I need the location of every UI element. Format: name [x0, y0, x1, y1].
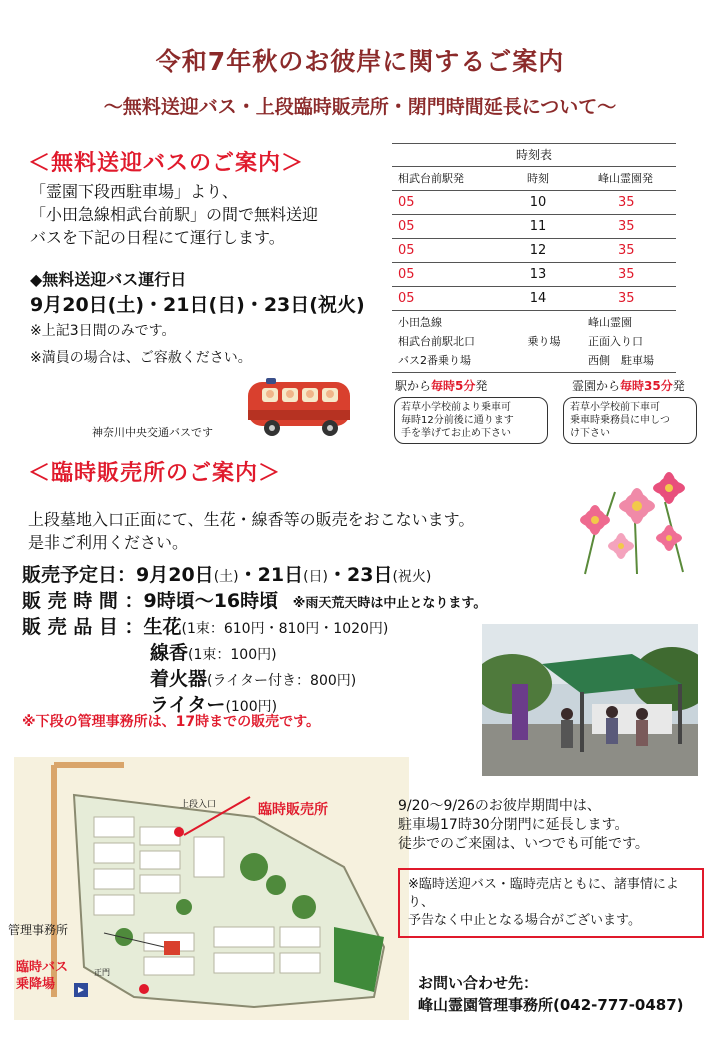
timetable-row [392, 215, 676, 239]
alighting-bubble [563, 397, 697, 444]
info-line: 徒歩でのご来園は、いつでも可能です。 [398, 836, 649, 852]
sale-date-hol: (祝火) [392, 569, 432, 585]
page-subtitle: ～無料送迎バス・上段臨時販売所・閉門時間延長について～ [103, 96, 617, 118]
cosmos-flower-image [565, 462, 697, 580]
sales-tent-photo [482, 624, 698, 776]
timetable-hour: 14 [529, 291, 547, 306]
sale-date-sun: (日) [303, 569, 329, 585]
timetable-header-hour: 時刻 [527, 172, 549, 185]
sale-date-23: ・23日 [328, 564, 393, 586]
bus-caption: 神奈川中央交通バスです [92, 426, 213, 439]
timetable-dep: 05 [398, 219, 415, 234]
from-station-bold: 毎時5分 [431, 379, 476, 393]
office-note: ※下段の管理事務所は、17時までの販売です。 [22, 714, 320, 730]
timetable-hour: 10 [529, 195, 547, 210]
timetable-ret: 35 [618, 267, 635, 282]
stop-station [392, 313, 514, 370]
closing-time-info [398, 797, 649, 854]
sale-item-row [22, 666, 486, 692]
info-line: 駐車場17時30分閉門に延長します。 [398, 817, 629, 833]
from-park-note [572, 377, 685, 394]
bus-illustration [246, 376, 354, 440]
sale-item-detail: (ライター付き：800円) [207, 673, 357, 689]
from-park-bold: 毎時35分 [620, 379, 673, 393]
warning-line: 予告なく中止となる場合がございます。 [408, 913, 641, 928]
bus-days-heading: ◆無料送迎バス運行日 [30, 270, 187, 289]
timetable-ret: 35 [618, 219, 635, 234]
shop-intro [28, 508, 474, 554]
map-label-entrance: 上段入口 [180, 800, 217, 810]
from-park-pre: 霊園から [572, 379, 621, 393]
stop-park [574, 313, 676, 370]
contact-info [418, 972, 684, 1016]
sale-item-detail: (1束：610円・810円・1020円) [181, 621, 389, 637]
warning-line: ※臨時送迎バス・臨時売店ともに、諸事情により、 [408, 877, 679, 910]
stop-station-line: 相武台前駅北口 [398, 335, 475, 348]
timetable-dep: 05 [398, 267, 415, 282]
stop-park-line: 正面入り口 [588, 335, 643, 348]
timetable-ret: 35 [618, 243, 635, 258]
stop-station-line: バス2番乗り場 [398, 354, 471, 367]
bus-intro-line: 「霊園下段西駐車場」より、 [30, 182, 239, 201]
shop-intro-line: 是非ご利用ください。 [28, 533, 189, 552]
sale-item-name: 生花 [143, 616, 182, 638]
timetable-dep: 05 [398, 291, 415, 306]
sale-items-label: 販 売 品 目 ： [22, 616, 144, 638]
map-label-bus [16, 959, 68, 993]
bus-intro-line: 「小田急線相武台前駅」の間で無料送迎 [30, 205, 319, 224]
info-line: 9/20～9/26のお彼岸期間中は、 [398, 798, 601, 814]
map-label-gate: 正門 [94, 968, 110, 977]
map-label-office: 管理事務所 [8, 923, 69, 937]
timetable-row [392, 263, 676, 287]
bubble-line: 手を挙げてお止め下さい [401, 428, 511, 439]
timetable-row [392, 239, 676, 263]
bubble-line: け下さい [570, 428, 610, 439]
bubble-line: 乗車時乗務員に申しつ [570, 415, 670, 426]
stop-park-line: 西側 駐車場 [588, 354, 654, 367]
sale-items-row [22, 614, 486, 640]
bus-note-2: ※満員の場合は、ご容赦ください。 [30, 350, 252, 366]
page-title: 令和7年秋のお彼岸に関するご案内 [155, 47, 565, 76]
from-station-pre: 駅から [395, 379, 432, 393]
timetable-header-row [392, 167, 676, 191]
from-park-post: 発 [672, 379, 685, 393]
shop-section-heading: ＜臨時販売所のご案内＞ [28, 461, 282, 486]
bus-days: 9月20日(土)・21日(日)・23日(祝火) [30, 294, 365, 316]
shop-intro-line: 上段墓地入口正面にて、生花・線香等の販売をおこないます。 [28, 510, 475, 529]
timetable-ret: 35 [618, 291, 635, 306]
timetable-title: 時刻表 [392, 144, 676, 167]
timetable-stops [392, 311, 676, 373]
sale-item-detail: (100円) [225, 699, 278, 715]
bus-section-heading: ＜無料送迎バスのご案内＞ [28, 151, 305, 176]
timetable-row [392, 191, 676, 215]
bubble-line: 毎時12分前後に通ります [401, 415, 514, 426]
bus-note-1: ※上記3日間のみです。 [30, 323, 176, 339]
cemetery-map [8, 757, 409, 1020]
sale-date-row [22, 562, 486, 588]
sale-time-row [22, 588, 486, 614]
sale-item-name: ライター [150, 694, 226, 716]
sale-date-sat: (土) [213, 569, 239, 585]
timetable-hour: 12 [529, 243, 547, 258]
map-label-shop: 臨時販売所 [258, 802, 328, 818]
boarding-bubble [394, 397, 548, 444]
from-station-post: 発 [475, 379, 488, 393]
timetable [392, 143, 676, 373]
timetable-header-dep: 相武台前駅発 [398, 172, 464, 185]
timetable-dep: 05 [398, 243, 415, 258]
bus-intro-line: バスを下記の日程にて運行します。 [30, 228, 285, 247]
from-station-note [395, 377, 487, 394]
timetable-header-ret: 峰山霊園発 [598, 172, 653, 185]
timetable-hour: 13 [529, 267, 547, 282]
sale-item-row [22, 640, 486, 666]
timetable-row [392, 287, 676, 311]
sale-item-name: 線香 [150, 642, 189, 664]
stop-station-line: 小田急線 [398, 316, 442, 329]
sale-time-value: 9時頃～16時頃 [143, 590, 279, 612]
timetable-hour: 11 [529, 219, 547, 234]
sale-item-name: 着火器 [150, 668, 208, 690]
map-label-bus-line: 臨時バス [16, 960, 69, 975]
sale-item-detail: (1束：100円) [188, 647, 277, 663]
contact-label: お問い合わせ先： [418, 974, 539, 992]
map-label-bus-line: 乗降場 [16, 977, 56, 992]
timetable-dep: 05 [398, 195, 415, 210]
sale-time-label: 販 売 時 間 ： [22, 590, 144, 612]
sale-date-21: ・21日 [238, 564, 304, 586]
cancellation-warning-box [398, 868, 704, 938]
bubble-line: 若草小学校前より乗車可 [401, 402, 511, 413]
stop-label: 乗り場 [527, 335, 561, 348]
stop-park-line: 峰山霊園 [588, 316, 632, 329]
bus-intro [30, 180, 318, 249]
sale-date-label: 販売予定日： [22, 564, 137, 586]
contact-value: 峰山霊園管理事務所(042-777-0487) [418, 996, 684, 1014]
bubble-line: 若草小学校前下車可 [570, 402, 660, 413]
timetable-ret: 35 [618, 195, 635, 210]
sale-details [22, 562, 486, 718]
sale-date-value: 9月20日 [136, 564, 214, 586]
sale-time-note: ※雨天荒天時は中止となります。 [292, 596, 487, 611]
